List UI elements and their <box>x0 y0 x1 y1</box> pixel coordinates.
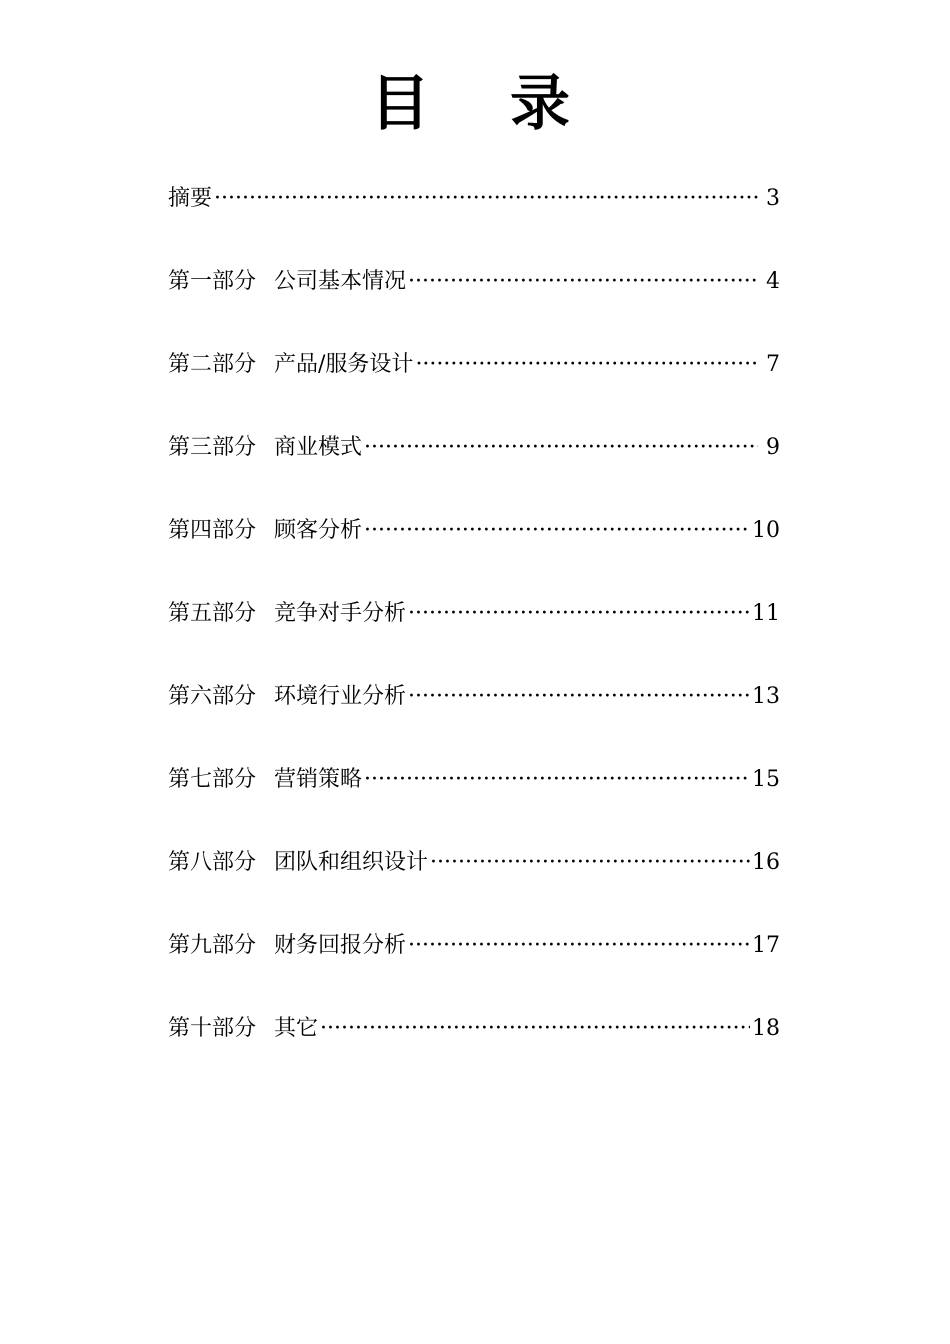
toc-entry-part: 第九部分 <box>168 933 257 958</box>
toc-entry-part-7[interactable] <box>168 763 798 846</box>
toc-page-number: 18 <box>752 1016 780 1041</box>
toc-page-number: 10 <box>752 518 780 543</box>
toc-page-number: 9 <box>766 435 780 460</box>
toc-page-number: 17 <box>752 933 780 958</box>
toc-dot-leader <box>430 846 750 880</box>
table-of-contents <box>168 182 798 1095</box>
toc-page-number: 3 <box>766 186 780 211</box>
toc-entry-title: 环境行业分析 <box>274 684 407 709</box>
toc-entry-title: 产品/服务设计 <box>274 352 414 377</box>
toc-entry-part-3[interactable] <box>168 431 798 514</box>
toc-entry-part: 第三部分 <box>168 435 257 460</box>
toc-entry-part: 第七部分 <box>168 767 257 792</box>
toc-page-number: 11 <box>752 601 780 626</box>
toc-entry-part: 第一部分 <box>168 269 257 294</box>
toc-entry-part: 第六部分 <box>168 684 257 709</box>
toc-entry-title: 其它 <box>274 1016 319 1041</box>
toc-entry-part-4[interactable] <box>168 514 798 597</box>
toc-entry-title: 公司基本情况 <box>274 269 407 294</box>
toc-entry-title: 营销策略 <box>274 767 363 792</box>
toc-dot-leader <box>364 514 750 548</box>
toc-entry-label <box>168 680 408 714</box>
toc-entry-label <box>168 597 408 631</box>
toc-entry-part: 第四部分 <box>168 518 257 543</box>
toc-entry-part-1[interactable] <box>168 265 798 348</box>
toc-entry-part-2[interactable] <box>168 348 798 431</box>
toc-entry-title: 团队和组织设计 <box>274 850 429 875</box>
toc-dot-leader <box>408 680 750 714</box>
toc-entry-part: 第五部分 <box>168 601 257 626</box>
toc-entry-label <box>168 846 430 880</box>
toc-dot-leader <box>415 348 758 382</box>
toc-entry-title: 摘要 <box>168 186 213 211</box>
toc-entry-part-8[interactable] <box>168 846 798 929</box>
toc-entry-label <box>168 763 364 797</box>
toc-entry-part-5[interactable] <box>168 597 798 680</box>
toc-dot-leader <box>408 265 758 299</box>
toc-entry-part: 第八部分 <box>168 850 257 875</box>
toc-entry-title: 商业模式 <box>274 435 363 460</box>
toc-entry-title: 顾客分析 <box>274 518 363 543</box>
toc-entry-title: 竞争对手分析 <box>274 601 407 626</box>
toc-entry-part-10[interactable] <box>168 1012 798 1095</box>
toc-entry-title: 财务回报分析 <box>274 933 407 958</box>
toc-page-number: 15 <box>752 767 780 792</box>
toc-entry-label <box>168 182 214 216</box>
toc-entry-part-6[interactable] <box>168 680 798 763</box>
toc-entry-part: 第二部分 <box>168 352 257 377</box>
toc-dot-leader <box>214 182 758 216</box>
toc-dot-leader <box>320 1012 750 1046</box>
toc-dot-leader <box>364 431 758 465</box>
toc-entry-label <box>168 929 408 963</box>
page-title: 目录 <box>370 69 650 139</box>
toc-page-number: 16 <box>752 850 780 875</box>
toc-entry-label <box>168 348 415 382</box>
toc-dot-leader <box>408 597 750 631</box>
toc-entry-label <box>168 514 364 548</box>
toc-entry-label <box>168 1012 320 1046</box>
toc-dot-leader <box>364 763 750 797</box>
toc-page-number: 13 <box>752 684 780 709</box>
toc-page-number: 4 <box>766 269 780 294</box>
toc-dot-leader <box>408 929 750 963</box>
toc-entry-part-9[interactable] <box>168 929 798 1012</box>
toc-entry-label <box>168 265 408 299</box>
toc-entry-label <box>168 431 364 465</box>
toc-page-number: 7 <box>766 352 780 377</box>
toc-entry-part: 第十部分 <box>168 1016 257 1041</box>
toc-entry-abstract[interactable] <box>168 182 798 265</box>
